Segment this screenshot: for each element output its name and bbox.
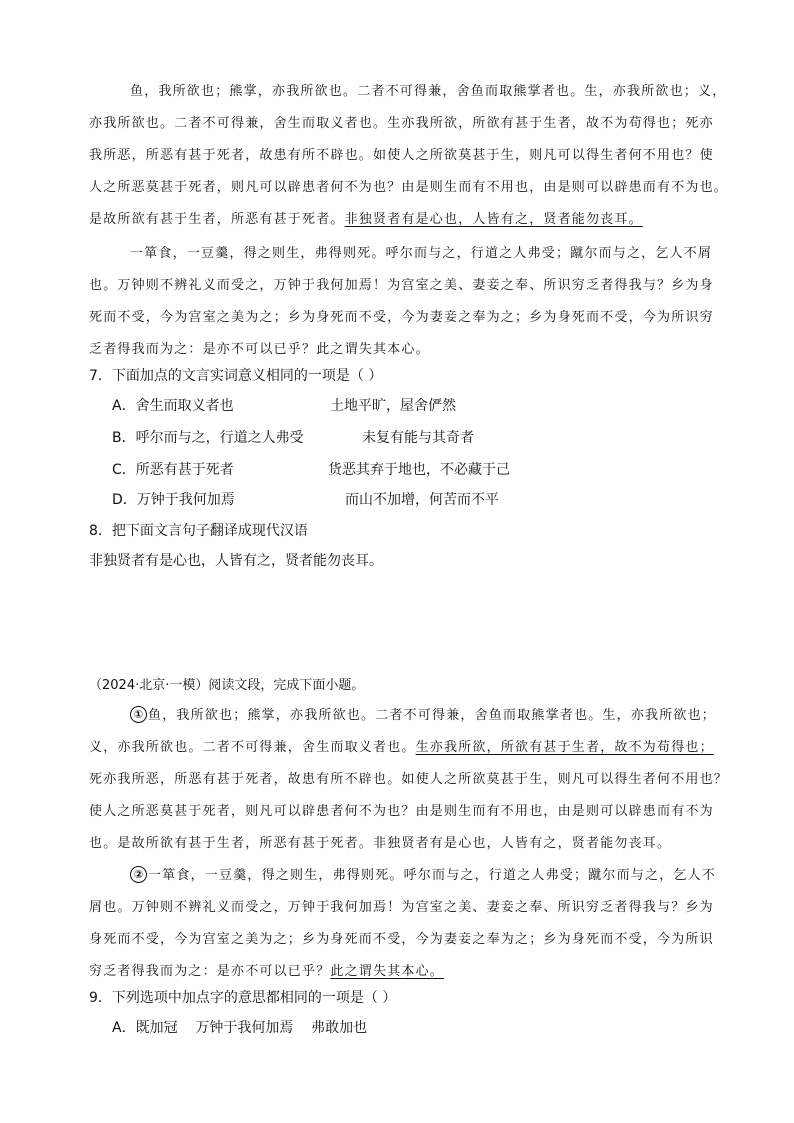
paragraph-marker-2: ② xyxy=(130,866,147,883)
passage1-para2-line-3: 死而不受，今为宫室之美为之；乡为身死而不受，今为妻妾之奉为之；乡为身死而不受，今为所识穷 xyxy=(89,310,714,325)
passage2-p2-line-4 xyxy=(89,962,444,982)
q7-option-a: A．舍生而取义者也 xyxy=(112,398,234,414)
passage1-line-3: 我所恶，所恶有甚于死者，故患有所不辟也。如使人之所欲莫甚于生，则凡可以得生者何不用也？使 xyxy=(89,148,714,163)
passage2-p2-line-2: 屑也。万钟则不辨礼义而受之，万钟于我何加焉！为宫室之美、妻妾之奉、所识穷乏者得我与？乡为 xyxy=(89,900,714,915)
q7-option-d: D．万钟于我何加焉 xyxy=(112,492,235,508)
passage1-para2-line-1: 一箪食，一豆羹，得之则生，弗得则死。呼尔而与之，行道之人弗受；蹴尔而与之，乞人不屑 xyxy=(130,246,713,261)
q7-option-b: B．呼尔而与之，行道之人弗受 xyxy=(112,430,304,446)
passage2-p1-line-2 xyxy=(89,738,714,758)
passage2-p2-line-3: 身死而不受，今为宫室之美为之；乡为身死而不受，今为妻妾之奉为之；乡为身死而不受，今为所识 xyxy=(89,932,714,947)
question-8-sentence: 非独贤者有是心也，人皆有之，贤者能勿丧耳。 xyxy=(89,553,383,569)
passage2-intro: （2024·北京·一模）阅读文段，完成下面小题。 xyxy=(89,678,365,693)
passage1-line-4: 人之所恶莫甚于死者，则凡可以辟患者何不为也？由是则生而有不用也，由是则可以辟患而有不为也。 xyxy=(89,180,729,195)
passage2-p1-line-5: 也。是故所欲有甚于生者，所恶有甚于死者。非独贤者有是心也，人皆有之，贤者能勿丧耳。 xyxy=(89,836,672,851)
question-7-stem: 7．下面加点的文言实词意义相同的一项是（ ） xyxy=(89,368,383,384)
passage1-para2-line-4: 乏者得我而为之：是亦不可以已乎？此之谓失其本心。 xyxy=(89,342,430,357)
passage2-underlined-sentence-2: 此之谓失其本心。 xyxy=(330,964,445,979)
paragraph-marker-1: ① xyxy=(130,706,147,723)
passage2-p1-line-1 xyxy=(130,706,716,726)
q7-option-c-pair: 货恶其弃于地也，不必藏于己 xyxy=(328,462,510,478)
passage1-line-5-plain: 是故所欲有甚于生者，所恶有甚于死者。 xyxy=(89,212,345,227)
q9-option-a: A．既加冠 万钟于我何加焉 弗敢加也 xyxy=(112,1020,368,1036)
question-9-stem: 9．下列选项中加点字的意思都相同的一项是（ ） xyxy=(89,990,397,1006)
q7-option-c: C．所恶有甚于死者 xyxy=(112,462,234,478)
q7-option-d-pair: 而山不加增，何苦而不平 xyxy=(345,492,499,508)
passage1-line-2: 亦我所欲也。二者不可得兼，舍生而取义者也。生亦我所欲，所欲有甚于生者，故不为苟得也；死亦 xyxy=(89,116,714,131)
q7-option-b-pair: 未复有能与其奇者 xyxy=(362,430,474,446)
passage2-p1-line-3: 死亦我所恶，所恶有甚于死者，故患有所不辟也。如使人之所欲莫甚于生，则凡可以得生者何不用也？ xyxy=(89,772,729,787)
passage1-para2-line-2: 也。万钟则不辨礼义而受之，万钟于我何加焉！为宫室之美、妻妾之奉、所识穷乏者得我与？乡为身 xyxy=(89,278,714,293)
question-8-stem: 8．把下面文言句子翻译成现代汉语 xyxy=(89,523,308,539)
passage2-p2-line-1-text: 一箪食，一豆羹，得之则生，弗得则死。呼尔而与之，行道之人弗受；蹴尔而与之，乞人不 xyxy=(148,868,717,883)
passage2-p1-line-4: 使人之所恶莫甚于死者，则凡可以辟患者何不为也？由是则生而有不用也，由是则可以辟患而有不为 xyxy=(89,804,714,819)
passage1-underlined-sentence: 非独贤者有是心也，人皆有之，贤者能勿丧耳。 xyxy=(344,212,643,227)
passage1-line-5 xyxy=(89,210,643,230)
q7-option-a-pair: 土地平旷，屋舍俨然 xyxy=(330,398,456,414)
passage2-p1-line-1-text: 鱼，我所欲也；熊掌，亦我所欲也。二者不可得兼，舍鱼而取熊掌者也。生，亦我所欲也； xyxy=(148,708,717,723)
passage2-p2-line-4-plain: 穷乏者得我而为之：是亦不可以已乎？ xyxy=(89,964,331,979)
passage2-p2-line-1 xyxy=(130,866,716,886)
passage2-p1-line-2-plain: 义，亦我所欲也。二者不可得兼，舍生而取义者也。 xyxy=(89,740,416,755)
passage1-line-1: 鱼，我所欲也；熊掌，亦我所欲也。二者不可得兼，舍鱼而取熊掌者也。生，亦我所欲也；义， xyxy=(130,84,727,99)
passage2-underlined-sentence-1: 生亦我所欲，所欲有甚于生者，故不为苟得也； xyxy=(415,740,714,755)
